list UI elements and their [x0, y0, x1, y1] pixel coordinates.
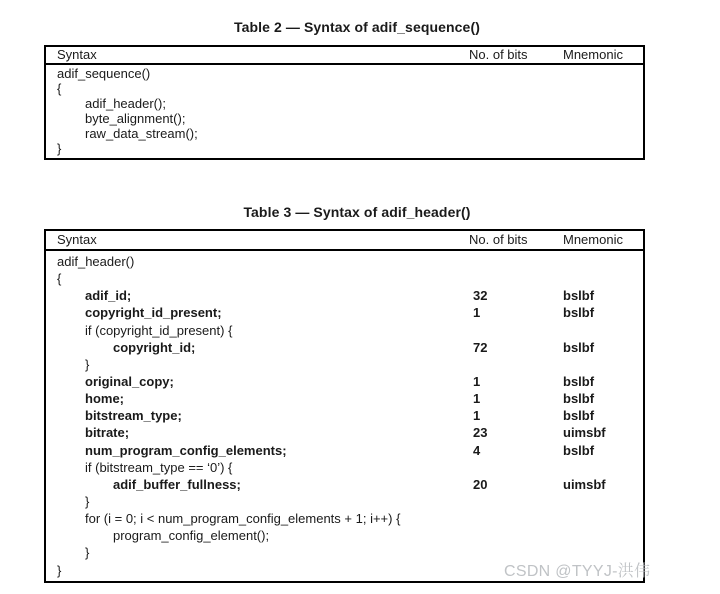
table3-header-row	[46, 231, 643, 251]
table-row	[46, 287, 643, 304]
syntax-cell: program_config_element();	[113, 528, 270, 544]
table-row	[46, 339, 643, 356]
table-row	[46, 304, 643, 321]
mnemonic-cell: bslbf	[563, 305, 595, 321]
syntax-cell: copyright_id;	[113, 339, 196, 355]
bits-cell: 1	[473, 391, 481, 407]
table-row	[46, 111, 643, 126]
syntax-cell: bitrate;	[85, 425, 130, 441]
syntax-cell: }	[57, 562, 62, 578]
table-row	[46, 253, 643, 270]
column-header-mnemonic: Mnemonic	[563, 232, 623, 247]
syntax-cell: adif_id;	[85, 288, 132, 304]
syntax-cell: }	[85, 356, 90, 372]
syntax-cell: {	[57, 81, 62, 96]
syntax-cell: if (copyright_id_present) {	[85, 322, 233, 338]
bits-cell: 4	[473, 442, 481, 458]
column-header-bits: No. of bits	[469, 47, 528, 62]
syntax-cell: adif_buffer_fullness;	[113, 476, 241, 492]
syntax-cell: adif_header();	[85, 96, 166, 111]
table-row	[46, 356, 643, 373]
table-row	[46, 424, 643, 441]
table3-body	[46, 251, 643, 581]
bits-cell: 1	[473, 305, 481, 321]
table-row	[46, 126, 643, 141]
table-row	[46, 510, 643, 527]
syntax-cell: num_program_config_elements;	[85, 442, 287, 458]
syntax-cell: home;	[85, 391, 124, 407]
table2-body	[46, 65, 643, 158]
table-row	[46, 442, 643, 459]
mnemonic-cell: bslbf	[563, 288, 595, 304]
syntax-cell: original_copy;	[85, 373, 174, 389]
column-header-syntax: Syntax	[57, 232, 97, 247]
mnemonic-cell: uimsbf	[563, 425, 606, 441]
syntax-cell: }	[85, 493, 90, 509]
table-row	[46, 373, 643, 390]
bits-cell: 32	[473, 288, 488, 304]
mnemonic-cell: bslbf	[563, 442, 595, 458]
table-row	[46, 390, 643, 407]
bits-cell: 1	[473, 408, 481, 424]
table2-adif-sequence	[44, 45, 645, 160]
table-row	[46, 493, 643, 510]
table-row	[46, 141, 643, 156]
bits-cell: 23	[473, 425, 488, 441]
syntax-cell: }	[57, 141, 62, 156]
bits-cell: 72	[473, 339, 488, 355]
table2-title: Table 2 — Syntax of adif_sequence()	[234, 19, 480, 35]
table2-header-row	[46, 47, 643, 65]
syntax-cell: byte_alignment();	[85, 111, 186, 126]
bits-cell: 20	[473, 476, 488, 492]
table-row	[46, 96, 643, 111]
table-row	[46, 459, 643, 476]
table-row	[46, 476, 643, 493]
syntax-cell: adif_sequence()	[57, 66, 151, 81]
column-header-bits: No. of bits	[469, 232, 528, 247]
syntax-cell: for (i = 0; i < num_program_config_elements + 1; i++) {	[85, 511, 401, 527]
syntax-cell: adif_header()	[57, 254, 135, 269]
mnemonic-cell: bslbf	[563, 373, 595, 389]
table3-title: Table 3 — Syntax of adif_header()	[243, 204, 471, 220]
syntax-cell: if (bitstream_type == ‘0’) {	[85, 459, 233, 475]
table-row	[46, 322, 643, 339]
mnemonic-cell: bslbf	[563, 391, 595, 407]
syntax-cell: copyright_id_present;	[85, 305, 222, 321]
table-row	[46, 66, 643, 81]
syntax-cell: {	[57, 271, 62, 287]
mnemonic-cell: bslbf	[563, 408, 595, 424]
table-row	[46, 407, 643, 424]
table3-adif-header	[44, 229, 645, 583]
table-row	[46, 270, 643, 287]
syntax-cell: bitstream_type;	[85, 408, 182, 424]
mnemonic-cell: uimsbf	[563, 476, 606, 492]
mnemonic-cell: bslbf	[563, 339, 595, 355]
table-row	[46, 527, 643, 544]
bits-cell: 1	[473, 373, 481, 389]
table-row	[46, 81, 643, 96]
watermark: CSDN @TYYJ-洪伟	[504, 563, 651, 580]
column-header-syntax: Syntax	[57, 47, 97, 62]
syntax-cell: raw_data_stream();	[85, 126, 198, 141]
column-header-mnemonic: Mnemonic	[563, 47, 623, 62]
syntax-cell: }	[85, 545, 90, 561]
